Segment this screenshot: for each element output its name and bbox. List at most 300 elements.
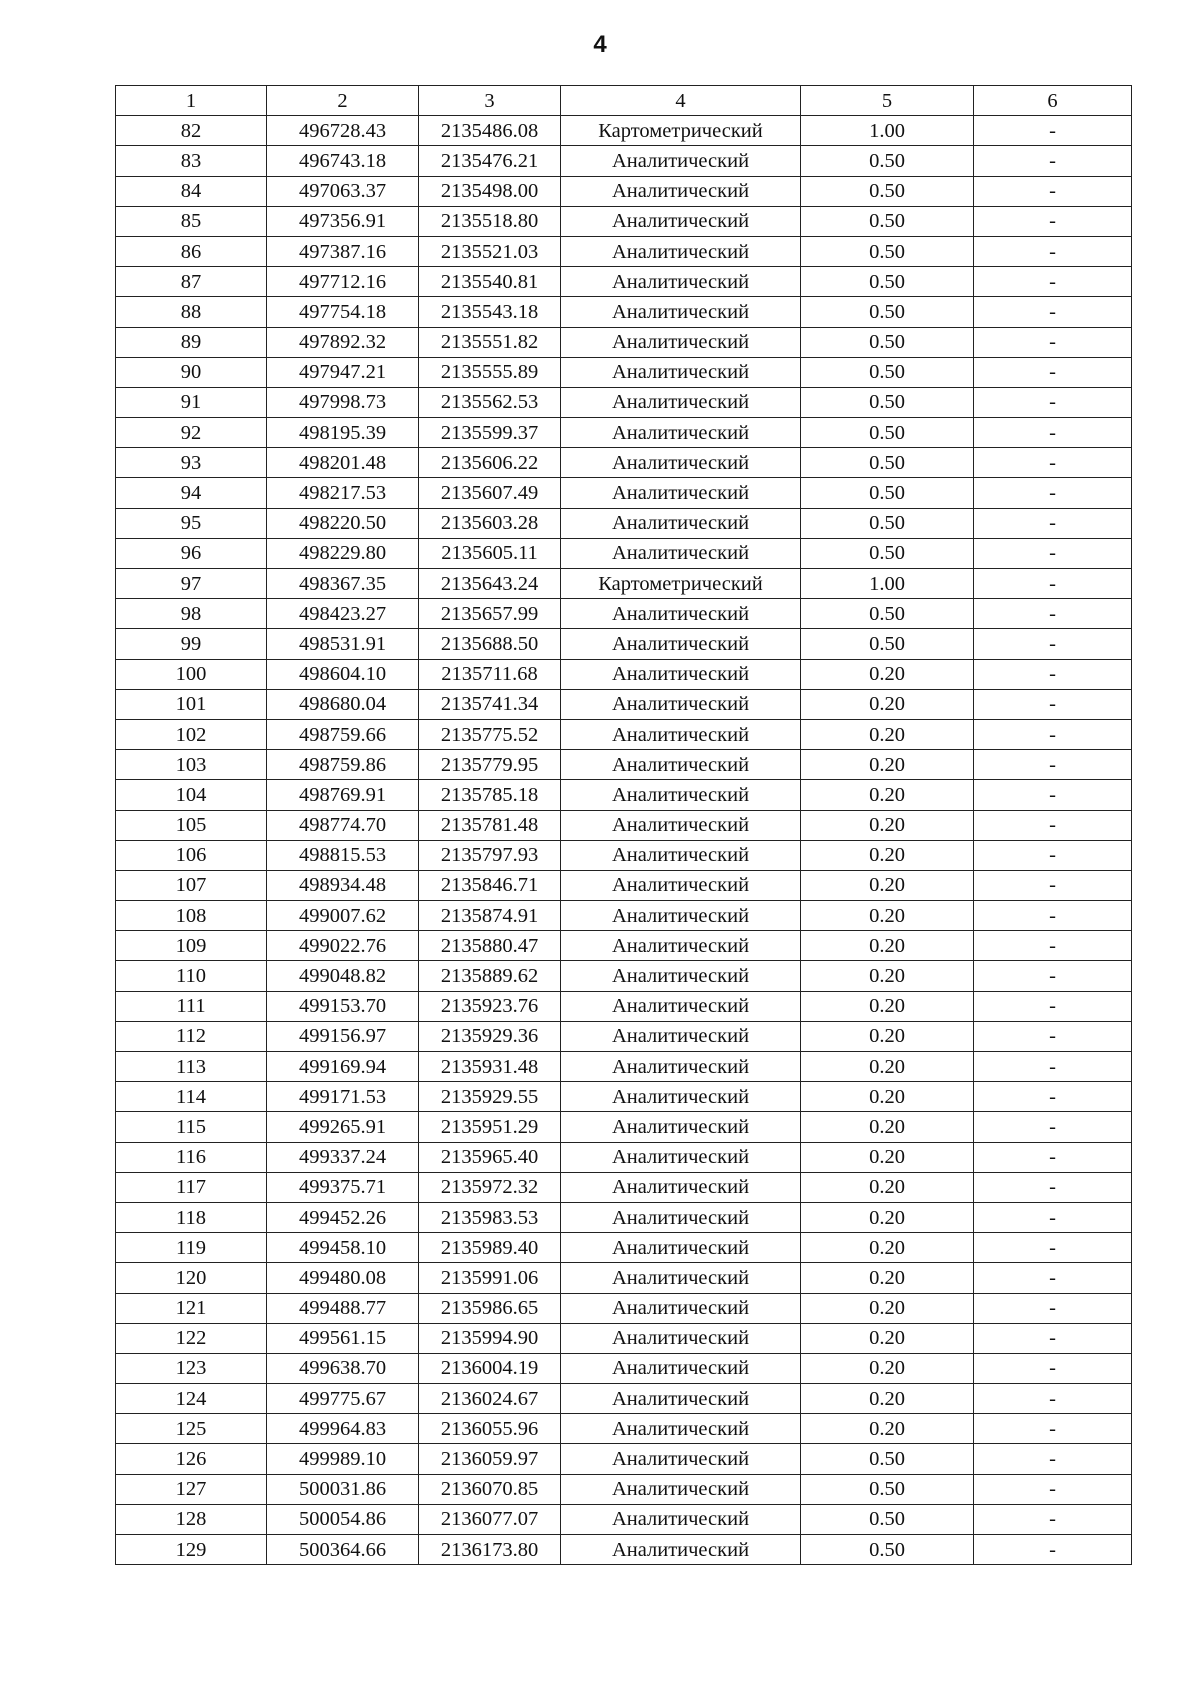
note-cell: - <box>974 1082 1132 1112</box>
accuracy-cell: 0.20 <box>801 750 974 780</box>
point-number-cell: 102 <box>116 719 267 749</box>
y-coordinate-cell: 2136024.67 <box>419 1384 561 1414</box>
y-coordinate-cell: 2135555.89 <box>419 357 561 387</box>
note-cell: - <box>974 387 1132 417</box>
y-coordinate-cell: 2135994.90 <box>419 1323 561 1353</box>
column-header: 3 <box>419 86 561 116</box>
y-coordinate-cell: 2136059.97 <box>419 1444 561 1474</box>
x-coordinate-cell: 498367.35 <box>267 569 419 599</box>
table-row <box>116 1474 1132 1504</box>
point-number-cell: 129 <box>116 1535 267 1565</box>
y-coordinate-cell: 2135972.32 <box>419 1172 561 1202</box>
accuracy-cell: 0.20 <box>801 870 974 900</box>
accuracy-cell: 0.50 <box>801 267 974 297</box>
note-cell: - <box>974 478 1132 508</box>
x-coordinate-cell: 498423.27 <box>267 599 419 629</box>
column-header: 6 <box>974 86 1132 116</box>
table-row <box>116 689 1132 719</box>
table-row <box>116 146 1132 176</box>
note-cell: - <box>974 1052 1132 1082</box>
x-coordinate-cell: 499265.91 <box>267 1112 419 1142</box>
y-coordinate-cell: 2135931.48 <box>419 1052 561 1082</box>
x-coordinate-cell: 499638.70 <box>267 1353 419 1383</box>
page-number: 4 <box>593 31 607 58</box>
coordinates-table <box>115 85 1132 1565</box>
x-coordinate-cell: 499375.71 <box>267 1172 419 1202</box>
method-cell: Аналитический <box>561 629 801 659</box>
table-row <box>116 1384 1132 1414</box>
x-coordinate-cell: 498201.48 <box>267 448 419 478</box>
y-coordinate-cell: 2135486.08 <box>419 116 561 146</box>
note-cell: - <box>974 1142 1132 1172</box>
point-number-cell: 119 <box>116 1233 267 1263</box>
x-coordinate-cell: 499007.62 <box>267 901 419 931</box>
accuracy-cell: 0.50 <box>801 448 974 478</box>
point-number-cell: 83 <box>116 146 267 176</box>
method-cell: Аналитический <box>561 1233 801 1263</box>
point-number-cell: 100 <box>116 659 267 689</box>
point-number-cell: 105 <box>116 810 267 840</box>
point-number-cell: 112 <box>116 1021 267 1051</box>
table-row <box>116 418 1132 448</box>
x-coordinate-cell: 498604.10 <box>267 659 419 689</box>
x-coordinate-cell: 498195.39 <box>267 418 419 448</box>
y-coordinate-cell: 2135605.11 <box>419 538 561 568</box>
table-row <box>116 870 1132 900</box>
point-number-cell: 111 <box>116 991 267 1021</box>
y-coordinate-cell: 2135603.28 <box>419 508 561 538</box>
table-row <box>116 719 1132 749</box>
method-cell: Аналитический <box>561 961 801 991</box>
accuracy-cell: 0.20 <box>801 659 974 689</box>
table-row <box>116 1052 1132 1082</box>
method-cell: Аналитический <box>561 508 801 538</box>
table-row <box>116 116 1132 146</box>
accuracy-cell: 0.50 <box>801 327 974 357</box>
x-coordinate-cell: 499169.94 <box>267 1052 419 1082</box>
method-cell: Аналитический <box>561 659 801 689</box>
method-cell: Аналитический <box>561 1263 801 1293</box>
note-cell: - <box>974 508 1132 538</box>
table-row <box>116 810 1132 840</box>
table-row <box>116 1142 1132 1172</box>
y-coordinate-cell: 2135498.00 <box>419 176 561 206</box>
x-coordinate-cell: 499171.53 <box>267 1082 419 1112</box>
note-cell: - <box>974 1202 1132 1232</box>
note-cell: - <box>974 1504 1132 1534</box>
point-number-cell: 97 <box>116 569 267 599</box>
point-number-cell: 124 <box>116 1384 267 1414</box>
x-coordinate-cell: 498815.53 <box>267 840 419 870</box>
accuracy-cell: 1.00 <box>801 116 974 146</box>
x-coordinate-cell: 497947.21 <box>267 357 419 387</box>
point-number-cell: 122 <box>116 1323 267 1353</box>
method-cell: Аналитический <box>561 1172 801 1202</box>
y-coordinate-cell: 2135779.95 <box>419 750 561 780</box>
table-row <box>116 1444 1132 1474</box>
table-row <box>116 508 1132 538</box>
y-coordinate-cell: 2135775.52 <box>419 719 561 749</box>
accuracy-cell: 0.20 <box>801 1082 974 1112</box>
y-coordinate-cell: 2136070.85 <box>419 1474 561 1504</box>
table-row <box>116 236 1132 266</box>
method-cell: Аналитический <box>561 1202 801 1232</box>
y-coordinate-cell: 2136077.07 <box>419 1504 561 1534</box>
x-coordinate-cell: 497754.18 <box>267 297 419 327</box>
note-cell: - <box>974 418 1132 448</box>
table-row <box>116 1353 1132 1383</box>
accuracy-cell: 0.50 <box>801 206 974 236</box>
point-number-cell: 90 <box>116 357 267 387</box>
x-coordinate-cell: 498774.70 <box>267 810 419 840</box>
note-cell: - <box>974 991 1132 1021</box>
note-cell: - <box>974 538 1132 568</box>
note-cell: - <box>974 236 1132 266</box>
table-row <box>116 1535 1132 1565</box>
x-coordinate-cell: 499480.08 <box>267 1263 419 1293</box>
accuracy-cell: 0.20 <box>801 1353 974 1383</box>
table-row <box>116 599 1132 629</box>
point-number-cell: 91 <box>116 387 267 417</box>
method-cell: Аналитический <box>561 448 801 478</box>
point-number-cell: 128 <box>116 1504 267 1534</box>
point-number-cell: 89 <box>116 327 267 357</box>
accuracy-cell: 0.50 <box>801 599 974 629</box>
point-number-cell: 118 <box>116 1202 267 1232</box>
y-coordinate-cell: 2135951.29 <box>419 1112 561 1142</box>
note-cell: - <box>974 840 1132 870</box>
note-cell: - <box>974 780 1132 810</box>
y-coordinate-cell: 2135785.18 <box>419 780 561 810</box>
note-cell: - <box>974 1414 1132 1444</box>
accuracy-cell: 0.50 <box>801 357 974 387</box>
method-cell: Аналитический <box>561 1323 801 1353</box>
point-number-cell: 87 <box>116 267 267 297</box>
method-cell: Аналитический <box>561 1142 801 1172</box>
accuracy-cell: 1.00 <box>801 569 974 599</box>
point-number-cell: 126 <box>116 1444 267 1474</box>
point-number-cell: 86 <box>116 236 267 266</box>
method-cell: Аналитический <box>561 901 801 931</box>
note-cell: - <box>974 146 1132 176</box>
method-cell: Аналитический <box>561 236 801 266</box>
method-cell: Аналитический <box>561 840 801 870</box>
method-cell: Аналитический <box>561 810 801 840</box>
table-row <box>116 267 1132 297</box>
accuracy-cell: 0.50 <box>801 1444 974 1474</box>
table-row <box>116 1021 1132 1051</box>
method-cell: Аналитический <box>561 1112 801 1142</box>
point-number-cell: 127 <box>116 1474 267 1504</box>
accuracy-cell: 0.20 <box>801 961 974 991</box>
note-cell: - <box>974 1112 1132 1142</box>
x-coordinate-cell: 498769.91 <box>267 780 419 810</box>
accuracy-cell: 0.20 <box>801 1172 974 1202</box>
method-cell: Аналитический <box>561 538 801 568</box>
table-header <box>116 86 1132 116</box>
note-cell: - <box>974 297 1132 327</box>
method-cell: Аналитический <box>561 267 801 297</box>
point-number-cell: 82 <box>116 116 267 146</box>
x-coordinate-cell: 498934.48 <box>267 870 419 900</box>
method-cell: Аналитический <box>561 1504 801 1534</box>
method-cell: Аналитический <box>561 780 801 810</box>
point-number-cell: 96 <box>116 538 267 568</box>
y-coordinate-cell: 2135846.71 <box>419 870 561 900</box>
y-coordinate-cell: 2135986.65 <box>419 1293 561 1323</box>
table-row <box>116 1233 1132 1263</box>
point-number-cell: 110 <box>116 961 267 991</box>
method-cell: Аналитический <box>561 1052 801 1082</box>
column-header: 4 <box>561 86 801 116</box>
note-cell: - <box>974 1535 1132 1565</box>
point-number-cell: 125 <box>116 1414 267 1444</box>
accuracy-cell: 0.50 <box>801 538 974 568</box>
accuracy-cell: 0.20 <box>801 991 974 1021</box>
x-coordinate-cell: 497063.37 <box>267 176 419 206</box>
table-row <box>116 750 1132 780</box>
x-coordinate-cell: 498531.91 <box>267 629 419 659</box>
y-coordinate-cell: 2135643.24 <box>419 569 561 599</box>
y-coordinate-cell: 2135741.34 <box>419 689 561 719</box>
x-coordinate-cell: 499337.24 <box>267 1142 419 1172</box>
accuracy-cell: 0.20 <box>801 1202 974 1232</box>
note-cell: - <box>974 116 1132 146</box>
x-coordinate-cell: 499964.83 <box>267 1414 419 1444</box>
point-number-cell: 107 <box>116 870 267 900</box>
point-number-cell: 93 <box>116 448 267 478</box>
table-row <box>116 1504 1132 1534</box>
table-row <box>116 901 1132 931</box>
accuracy-cell: 0.50 <box>801 629 974 659</box>
y-coordinate-cell: 2135991.06 <box>419 1263 561 1293</box>
table-row <box>116 629 1132 659</box>
method-cell: Аналитический <box>561 870 801 900</box>
point-number-cell: 85 <box>116 206 267 236</box>
table-row <box>116 931 1132 961</box>
table-row <box>116 991 1132 1021</box>
y-coordinate-cell: 2135606.22 <box>419 448 561 478</box>
note-cell: - <box>974 1263 1132 1293</box>
y-coordinate-cell: 2135965.40 <box>419 1142 561 1172</box>
y-coordinate-cell: 2136055.96 <box>419 1414 561 1444</box>
method-cell: Аналитический <box>561 1353 801 1383</box>
method-cell: Аналитический <box>561 146 801 176</box>
y-coordinate-cell: 2135562.53 <box>419 387 561 417</box>
method-cell: Аналитический <box>561 1535 801 1565</box>
method-cell: Картометрический <box>561 116 801 146</box>
x-coordinate-cell: 498759.66 <box>267 719 419 749</box>
x-coordinate-cell: 499488.77 <box>267 1293 419 1323</box>
y-coordinate-cell: 2135983.53 <box>419 1202 561 1232</box>
accuracy-cell: 0.20 <box>801 1233 974 1263</box>
y-coordinate-cell: 2135923.76 <box>419 991 561 1021</box>
x-coordinate-cell: 499561.15 <box>267 1323 419 1353</box>
method-cell: Аналитический <box>561 1384 801 1414</box>
accuracy-cell: 0.50 <box>801 508 974 538</box>
table-row <box>116 659 1132 689</box>
point-number-cell: 94 <box>116 478 267 508</box>
point-number-cell: 108 <box>116 901 267 931</box>
accuracy-cell: 0.20 <box>801 780 974 810</box>
note-cell: - <box>974 1323 1132 1353</box>
table-row <box>116 780 1132 810</box>
accuracy-cell: 0.20 <box>801 840 974 870</box>
y-coordinate-cell: 2135929.36 <box>419 1021 561 1051</box>
accuracy-cell: 0.50 <box>801 176 974 206</box>
table-row <box>116 297 1132 327</box>
point-number-cell: 99 <box>116 629 267 659</box>
note-cell: - <box>974 689 1132 719</box>
note-cell: - <box>974 961 1132 991</box>
accuracy-cell: 0.50 <box>801 1504 974 1534</box>
x-coordinate-cell: 497998.73 <box>267 387 419 417</box>
accuracy-cell: 0.50 <box>801 387 974 417</box>
method-cell: Аналитический <box>561 176 801 206</box>
table-row <box>116 1414 1132 1444</box>
accuracy-cell: 0.50 <box>801 478 974 508</box>
accuracy-cell: 0.20 <box>801 1384 974 1414</box>
table-row <box>116 1323 1132 1353</box>
point-number-cell: 120 <box>116 1263 267 1293</box>
note-cell: - <box>974 931 1132 961</box>
point-number-cell: 121 <box>116 1293 267 1323</box>
table-row <box>116 327 1132 357</box>
column-header: 5 <box>801 86 974 116</box>
table-row <box>116 206 1132 236</box>
table-row <box>116 176 1132 206</box>
note-cell: - <box>974 719 1132 749</box>
note-cell: - <box>974 659 1132 689</box>
note-cell: - <box>974 1384 1132 1414</box>
note-cell: - <box>974 901 1132 931</box>
y-coordinate-cell: 2135599.37 <box>419 418 561 448</box>
point-number-cell: 117 <box>116 1172 267 1202</box>
accuracy-cell: 0.50 <box>801 146 974 176</box>
point-number-cell: 116 <box>116 1142 267 1172</box>
x-coordinate-cell: 500054.86 <box>267 1504 419 1534</box>
table-row <box>116 1082 1132 1112</box>
method-cell: Аналитический <box>561 599 801 629</box>
accuracy-cell: 0.20 <box>801 689 974 719</box>
y-coordinate-cell: 2136173.80 <box>419 1535 561 1565</box>
table-row <box>116 1293 1132 1323</box>
note-cell: - <box>974 810 1132 840</box>
x-coordinate-cell: 499156.97 <box>267 1021 419 1051</box>
method-cell: Аналитический <box>561 719 801 749</box>
table-body <box>116 116 1132 1565</box>
x-coordinate-cell: 499452.26 <box>267 1202 419 1232</box>
point-number-cell: 115 <box>116 1112 267 1142</box>
point-number-cell: 113 <box>116 1052 267 1082</box>
accuracy-cell: 0.20 <box>801 1052 974 1082</box>
point-number-cell: 114 <box>116 1082 267 1112</box>
method-cell: Аналитический <box>561 1444 801 1474</box>
y-coordinate-cell: 2135929.55 <box>419 1082 561 1112</box>
x-coordinate-cell: 499022.76 <box>267 931 419 961</box>
x-coordinate-cell: 499458.10 <box>267 1233 419 1263</box>
method-cell: Аналитический <box>561 478 801 508</box>
x-coordinate-cell: 499048.82 <box>267 961 419 991</box>
x-coordinate-cell: 498759.86 <box>267 750 419 780</box>
accuracy-cell: 0.20 <box>801 1263 974 1293</box>
note-cell: - <box>974 1021 1132 1051</box>
method-cell: Аналитический <box>561 387 801 417</box>
column-header: 1 <box>116 86 267 116</box>
accuracy-cell: 0.50 <box>801 1474 974 1504</box>
table-row <box>116 1112 1132 1142</box>
y-coordinate-cell: 2135874.91 <box>419 901 561 931</box>
accuracy-cell: 0.20 <box>801 810 974 840</box>
method-cell: Аналитический <box>561 1021 801 1051</box>
note-cell: - <box>974 870 1132 900</box>
point-number-cell: 84 <box>116 176 267 206</box>
accuracy-cell: 0.20 <box>801 1112 974 1142</box>
note-cell: - <box>974 1474 1132 1504</box>
accuracy-cell: 0.20 <box>801 1142 974 1172</box>
method-cell: Аналитический <box>561 357 801 387</box>
note-cell: - <box>974 267 1132 297</box>
note-cell: - <box>974 599 1132 629</box>
accuracy-cell: 0.20 <box>801 1414 974 1444</box>
point-number-cell: 106 <box>116 840 267 870</box>
y-coordinate-cell: 2135657.99 <box>419 599 561 629</box>
method-cell: Аналитический <box>561 297 801 327</box>
method-cell: Аналитический <box>561 1082 801 1112</box>
accuracy-cell: 0.20 <box>801 1293 974 1323</box>
header-row <box>116 86 1132 116</box>
y-coordinate-cell: 2135688.50 <box>419 629 561 659</box>
point-number-cell: 104 <box>116 780 267 810</box>
note-cell: - <box>974 1293 1132 1323</box>
y-coordinate-cell: 2135551.82 <box>419 327 561 357</box>
y-coordinate-cell: 2135543.18 <box>419 297 561 327</box>
y-coordinate-cell: 2135781.48 <box>419 810 561 840</box>
method-cell: Аналитический <box>561 931 801 961</box>
y-coordinate-cell: 2135540.81 <box>419 267 561 297</box>
point-number-cell: 123 <box>116 1353 267 1383</box>
point-number-cell: 109 <box>116 931 267 961</box>
accuracy-cell: 0.50 <box>801 418 974 448</box>
x-coordinate-cell: 496743.18 <box>267 146 419 176</box>
note-cell: - <box>974 750 1132 780</box>
x-coordinate-cell: 498220.50 <box>267 508 419 538</box>
method-cell: Аналитический <box>561 418 801 448</box>
y-coordinate-cell: 2135797.93 <box>419 840 561 870</box>
accuracy-cell: 0.50 <box>801 297 974 327</box>
note-cell: - <box>974 629 1132 659</box>
method-cell: Аналитический <box>561 689 801 719</box>
table-row <box>116 1263 1132 1293</box>
accuracy-cell: 0.20 <box>801 931 974 961</box>
x-coordinate-cell: 500031.86 <box>267 1474 419 1504</box>
column-header: 2 <box>267 86 419 116</box>
point-number-cell: 101 <box>116 689 267 719</box>
note-cell: - <box>974 569 1132 599</box>
point-number-cell: 103 <box>116 750 267 780</box>
x-coordinate-cell: 497356.91 <box>267 206 419 236</box>
x-coordinate-cell: 498680.04 <box>267 689 419 719</box>
note-cell: - <box>974 357 1132 387</box>
method-cell: Аналитический <box>561 991 801 1021</box>
table-row <box>116 961 1132 991</box>
accuracy-cell: 0.20 <box>801 719 974 749</box>
table-row <box>116 448 1132 478</box>
method-cell: Аналитический <box>561 206 801 236</box>
accuracy-cell: 0.20 <box>801 1021 974 1051</box>
table-row <box>116 840 1132 870</box>
x-coordinate-cell: 498217.53 <box>267 478 419 508</box>
